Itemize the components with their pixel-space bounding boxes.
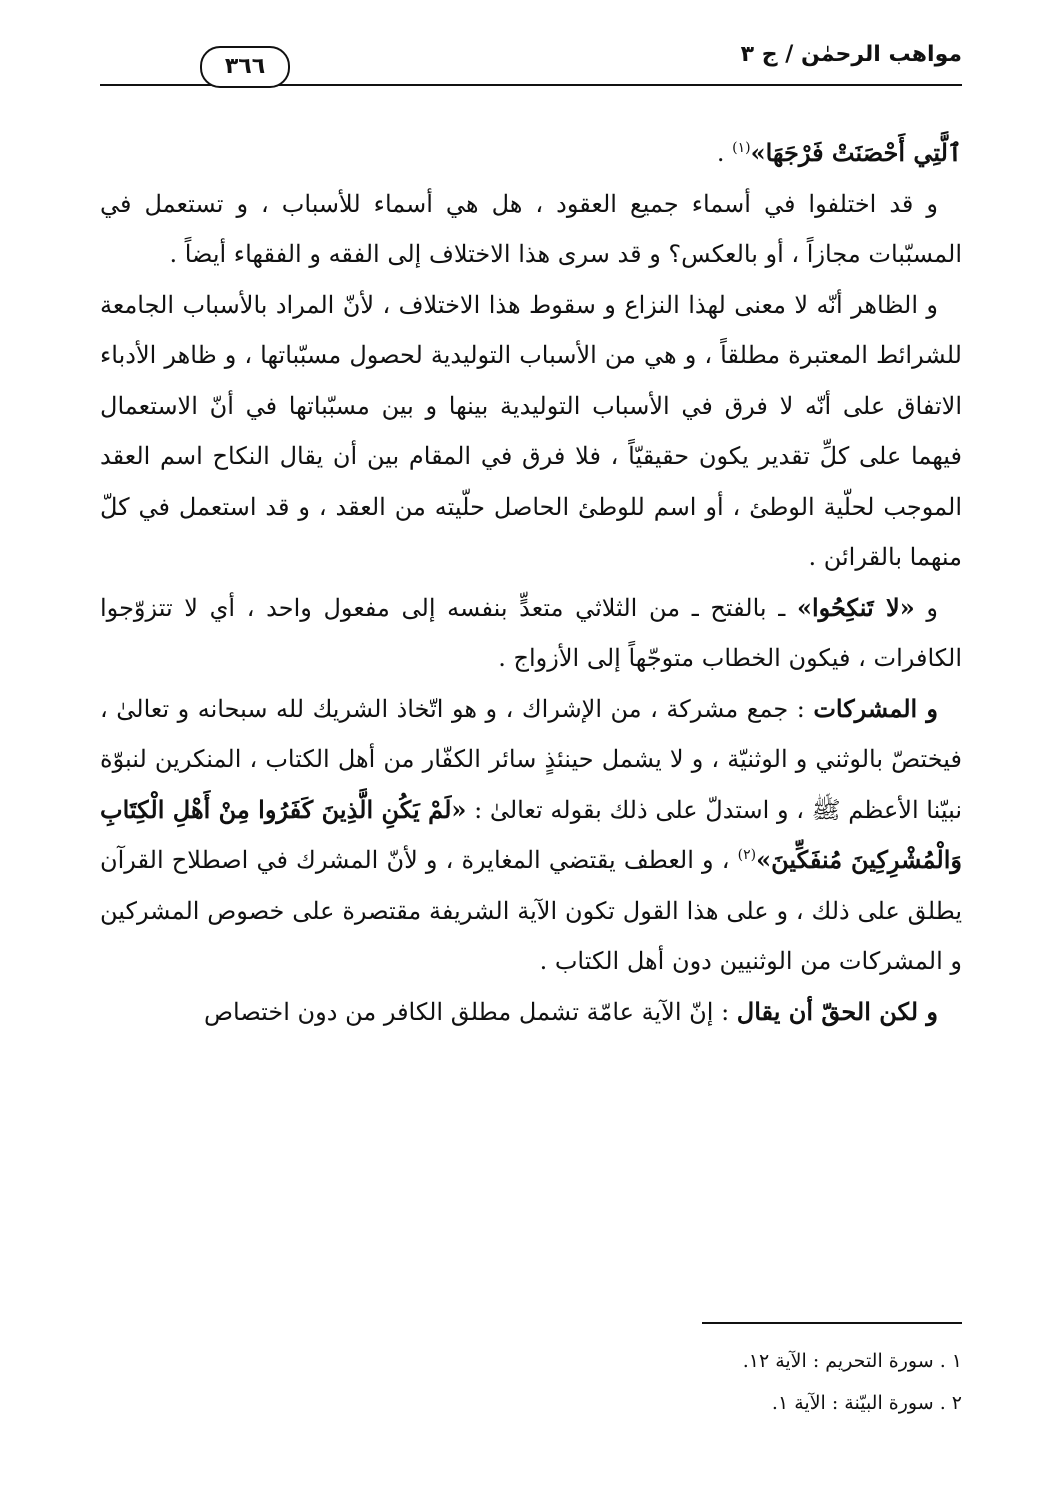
footnote-2: ٢ . سورة البيّنة : الآية ١.: [771, 1392, 962, 1414]
term-heading: و المشركات: [813, 693, 938, 723]
paragraph-3: و الظاهر أنّه لا معنى لهذا النزاع و سقوط هذا الاختلاف ، لأنّ المراد بالأسباب الجامعة للشرائط المعتبرة مطلقاً ، و هي من الأسباب التوليدية لحصول مسبّباتها ، و ظاهر الأدباء الاتفاق على أنّه لا فرق في الأسباب التوليدية بينها و بين مسبّباتها في أنّ الاستعمال فيهما على كلِّ تقدير يكون حقيقيّاً ، فلا فرق في المقام بين أن يقال النكاح اسم العقد الموجب لحلّية الوطئ ، أو اسم للوطئ الحاصل حلّيته من العقد ، و قد استعمل في كلّ منهما بالقرائن .: [100, 290, 962, 571]
footnote-ref-1: (١): [732, 140, 751, 156]
footnotes: [100, 1340, 962, 1424]
quran-verse: «لَمْ يَكُنِ الَّذِينَ كَفَرُوا مِنْ أَهْلِ الْكِتَابِ وَالْمُشْرِكِينَ مُنفَكِّينَ»: [100, 794, 962, 874]
quran-verse: «لا تَنكِحُوا»: [796, 592, 915, 622]
paragraph-4-rest: ـ بالفتح ـ من الثلاثي متعدٍّ بنفسه إلى مفعول واحد ، أي لا تتزوّجوا الكافرات ، فيكون الخطاب متوجّهاً إلى الأزواج .: [100, 593, 962, 672]
term-heading: و لكن الحقّ أن يقال: [736, 996, 938, 1026]
running-title: مواهب الرحمٰن / ج ٣: [740, 42, 962, 67]
paragraph-4: [100, 583, 962, 684]
paragraph-1: [100, 128, 962, 179]
paragraph-2: و قد اختلفوا في أسماء جميع العقود ، هل هي أسماء للأسباب ، و تستعمل في المسبّبات مجازاً ، أو بالعكس؟ و قد سرى هذا الاختلاف إلى الفقه و الفقهاء أيضاً .: [100, 189, 962, 268]
paragraph-6-rest: : إنّ الآية عامّة تشمل مطلق الكافر من دون اختصاص: [204, 997, 730, 1026]
paragraph-6: [100, 987, 962, 1038]
paragraph-1-tail: .: [716, 139, 725, 167]
paragraph-4-start: و: [926, 593, 938, 622]
footnote-ref-2: (٢): [737, 847, 757, 863]
paragraph-5-b: ، و العطف يقتضي المغايرة ، و لأنّ المشرك في اصطلاح القرآن يطلق على ذلك ، و على هذا القول تكون الآية الشريفة مقتصرة على خصوص المشركين و المشركات من الوثنيين دون أهل الكتاب .: [100, 846, 962, 975]
footnote-1: ١ . سورة التحريم : الآية ١٢.: [742, 1350, 962, 1372]
footnote-rule: [702, 1322, 962, 1324]
body-text: [100, 128, 962, 1037]
page-header: [100, 38, 962, 86]
paragraph-5-a: : جمع مشركة ، من الإشراك ، و هو اتّخاذ الشريك لله سبحانه و تعالىٰ ، فيختصّ بالوثني و الوثنيّة ، و لا يشمل حينئذٍ سائر الكفّار من أهل الكتاب ، المنكرين لنبوّة نبيّنا الأعظم ﷺ ، و استدلّ على ذلك بقوله تعالىٰ :: [100, 694, 962, 824]
quran-verse: ٱلَّتِي أَحْصَنَتْ فَرْجَهَا»: [750, 138, 962, 167]
page-number: ٣٦٦: [200, 46, 290, 88]
paragraph-5: [100, 684, 962, 987]
